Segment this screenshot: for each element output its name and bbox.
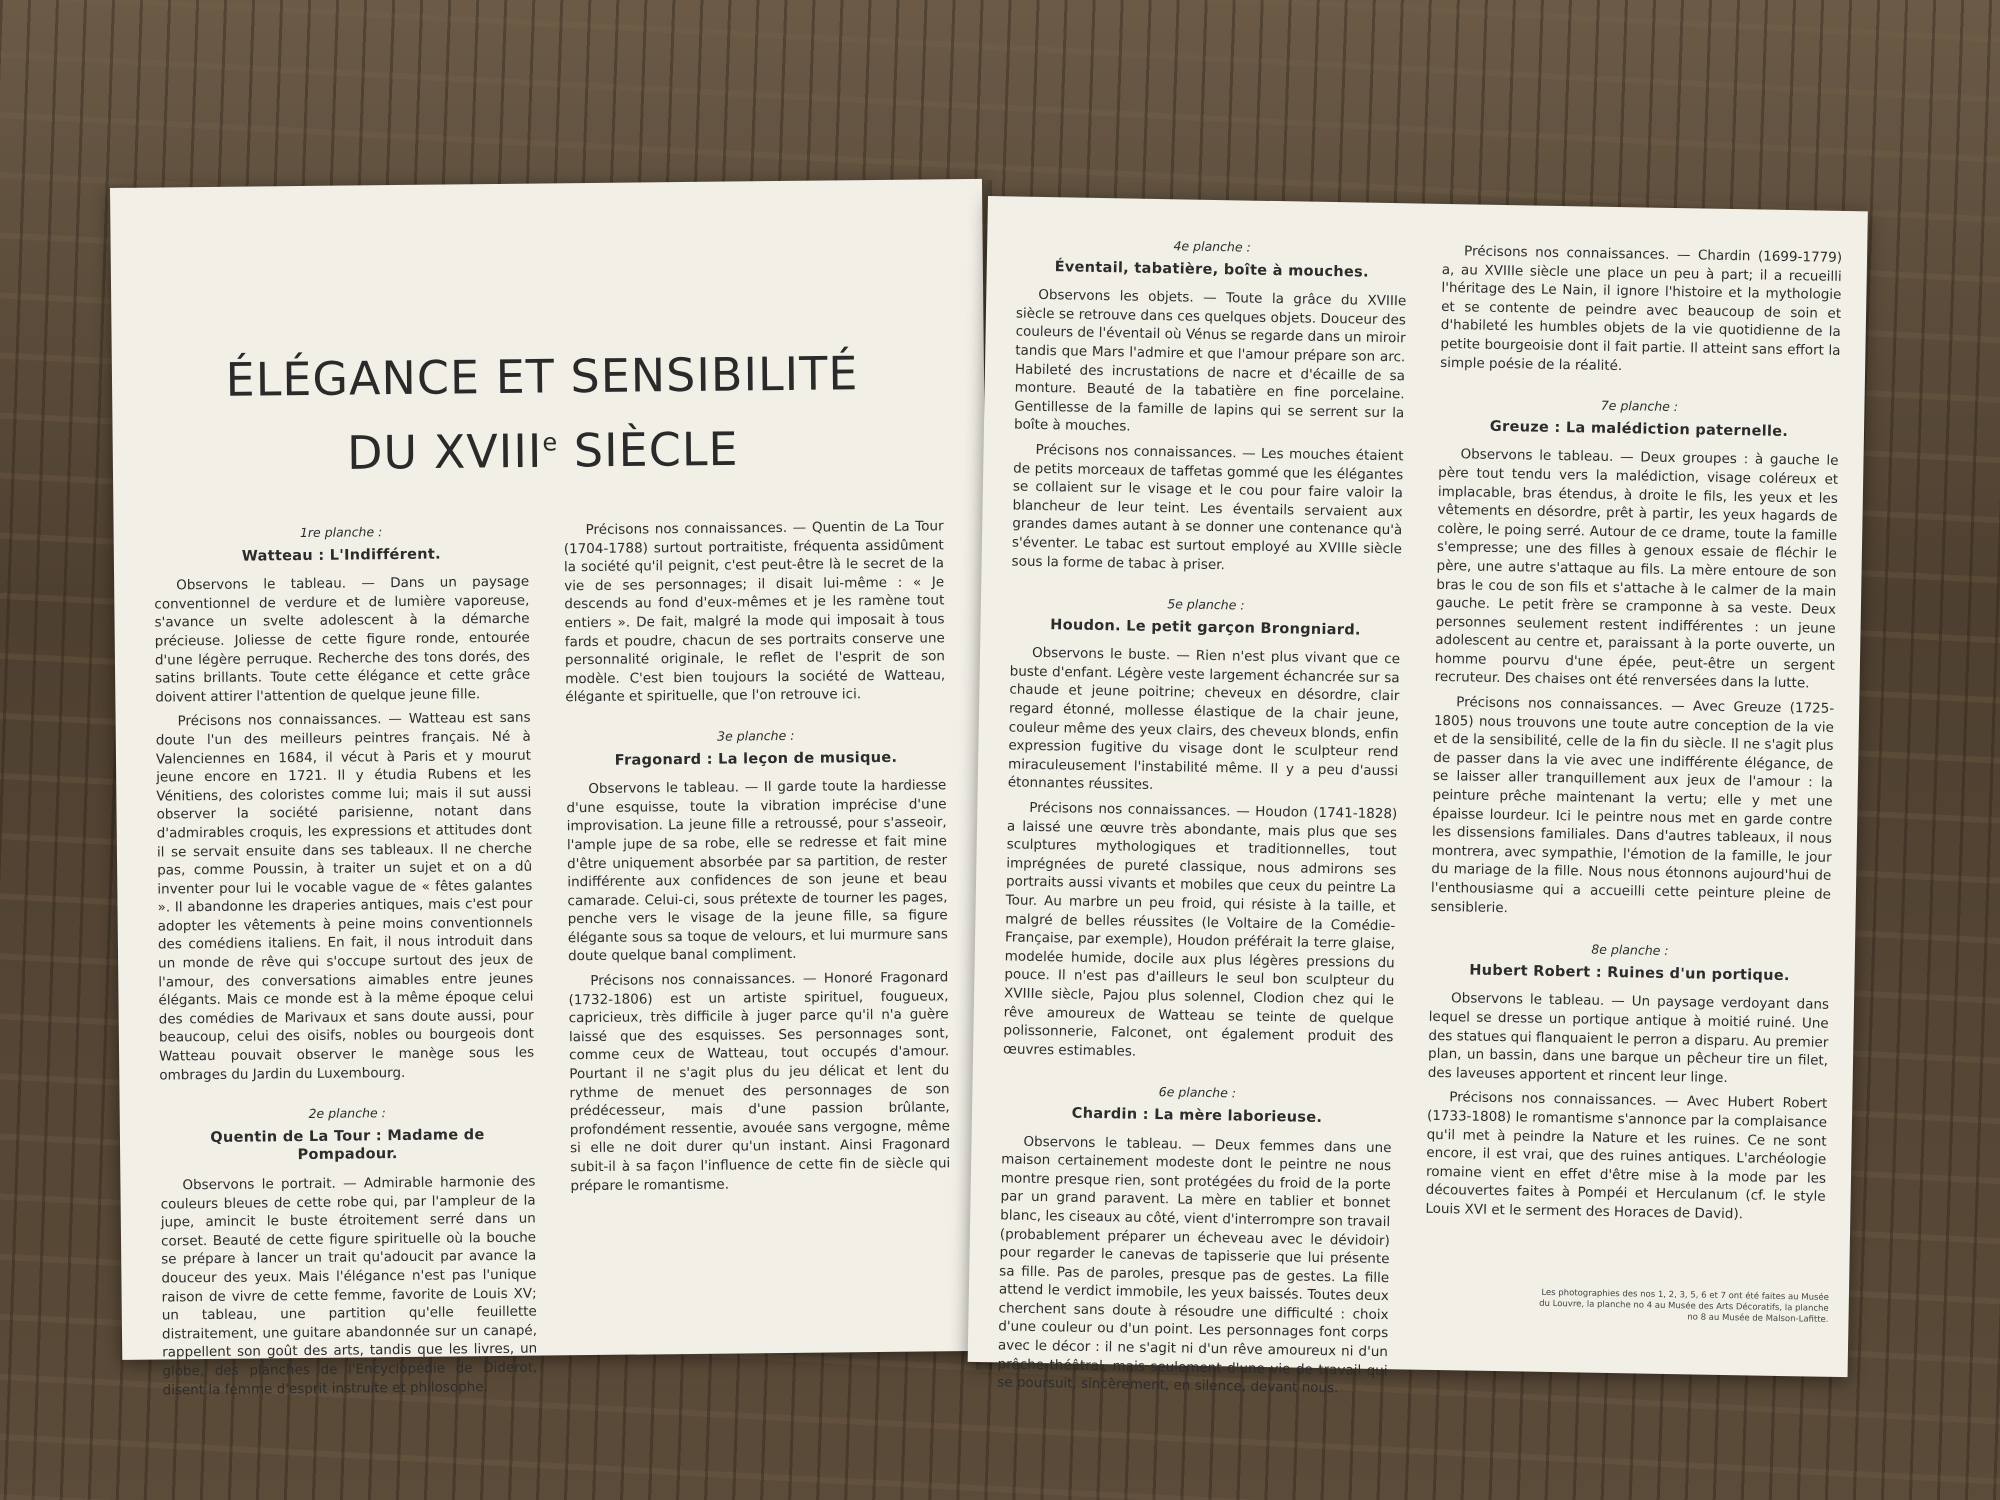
left-column-2 — [564, 517, 951, 1217]
paragraph: Observons le tableau. — Deux femmes dans une maison certainement modeste dont le peintre ne nous montre presque rien, sont protégées du froid de la porte par un grand paravent. La mère en tablier et bonnet blanc, les ciseaux au côté, vient d'interrompre son travail (probablement préparer un écheveau avec le dévidoir) pour regarder le canevas de tapisserie que lui présente sa fille. Pas de paroles, presque pas de gestes. La fille attend le verdict immobile, les yeux baissés. Toutes deux cherchent sans doute à résoudre une difficulté : choix d'une couleur ou d'un point. Les personnages font corps avec le décor : il ne s'agit ni d'un rêve amoureux ni d'un prêche théâtral, mais seulement d'une vie de travail qui se poursuit, sincèrement, en silence, devant nous. — [997, 1133, 1392, 1397]
title-line-1: ÉLÉGANCE ET SENSIBILITÉ — [225, 346, 859, 407]
section-heading: Quentin de La Tour : Madame de Pompadour. — [210, 1126, 485, 1164]
paragraph: Précisons nos connaissances. — Avec Hubert Robert (1733-1808) le romantisme s'annonce par la complaisance qu'il met à peindre la Nature et les ruines. Ce ne sont encore, il est vrai, que des ruines antiques. L'archéologie romaine vient en effet d'être mise à la mode par les découvertes faites à Pompéi et Herculanum (cf. le style Louis XVI et le serment des Horaces de David). — [1425, 1089, 1828, 1223]
paragraph: Observons le buste. — Rien n'est plus vivant que ce buste d'enfant. Légère veste largement échancrée sur sa chaude et jeune poitrine; cheveux en désordre, clair regard étonné, mollesse élastique de la chair jeune, couleur même des yeux clairs, des cheveux blonds, enfin expression fugitive du visage dont le sculpteur rend miraculeusement l'instabilité même. Il y a peu d'aussi étonnantes réussites. — [1007, 645, 1401, 794]
planche-number: 1re planche : — [299, 524, 383, 541]
section-heading: Hubert Robert : Ruines d'un portique. — [1469, 962, 1790, 984]
paragraph: Précisons nos connaissances. — Les mouches étaient de petits morceaux de taffetas gommé que les élégantes se collaient sur le visage et le cou pour faire valoir la blancheur de leur teint. Les éventails servaient aux grandes dames autant à se donner une contenance qu'à s'éventer. Le tabac est surtout employé au XVIIIe siècle sous la forme de tabac à priser. — [1011, 441, 1404, 573]
title-line-2: DU XVIIIe SIÈCLE — [346, 421, 739, 480]
section-planche-2-continued — [564, 517, 946, 707]
right-page — [968, 196, 1868, 1397]
paragraph: Observons le tableau. — Un paysage verdoyant dans lequel se dresse un portique antique à moitié ruiné. Une des statues qui flanquaient le perron a disparu. Au premier plan, un bassin, dans une barque un pêcheur tire un filet, des laveuses apportent et rincent leur linge. — [1427, 990, 1830, 1086]
paragraph: Précisons nos connaissances. — Chardin (1699-1779) a, au XVIIIe siècle une place un peu à part; il a recueilli l'héritage des Le Nain, il ignore l'histoire et la mythologie et se contente de peindre avec beaucoup de soin et d'habileté les humbles objets de la vie quotidienne de la petite bourgeoisie dont il fait partie. Il atteint sans effort la simple poésie de la réalité. — [1440, 243, 1843, 374]
page-title — [192, 340, 893, 488]
left-page — [110, 179, 994, 1399]
section-heading: Houdon. Le petit garçon Brongniard. — [1050, 616, 1361, 639]
section-planche-6 — [997, 1081, 1392, 1399]
planche-number: 6e planche : — [1158, 1084, 1237, 1101]
photo-credits: Les photographies des nos 1, 2, 3, 5, 6 et 7 ont été faites au Musée du Louvre, la planche no 4 au Musée des Arts Décoratifs, la planche no 8 au Musée de Malson-Lafitte. — [1539, 1287, 1829, 1325]
paragraph: Précisons nos connaissances. — Honoré Fragonard (1732-1806) est un artiste spirituel, fougueux, capricieux, très difficile à juger parce qu'il n'a guère laissé que des esquisses. Ses personnages sont, comme ceux de Watteau, tout occupés d'amour. Pourtant il ne s'agit plus du jeu délicat et lent du rythme de menuet des personnages de son prédécesseur, mais d'une passion brûlante, profondément ressentie, avouée sans vergogne, même si elle ne doit durer qu'un instant. Ainsi Fragonard subit-il à sa façon l'influence de cette fin de siècle qui prépare le romantisme. — [568, 969, 951, 1194]
paragraph: Observons le tableau. — Deux groupes : à gauche le père tout tendu vers la malédiction, visage coléreux et implacable, bras étendus, à droite le fils, les yeux et les vêtements en désordre, prêt à partir, les yeux hagards de colère, le poing serré. Autour de ce drame, toute la famille s'empresse; une des filles à genoux essaie de fléchir le père, une autre s'attaque au fils. La mère entoure de son bras le cou de son fils et s'attache à le calmer de la main gauche. Le petit frère se cramponne à sa veste. Deux personnes seulement restent indifférentes : un jeune adolescent au centre et, paraissant à la porte ouverte, un homme pourvu d'une épée, peut-être un sergent recruteur. Des chaises ont été renversées dans la lutte. — [1434, 446, 1839, 692]
section-planche-3 — [566, 725, 951, 1195]
planche-number: 4e planche : — [1173, 238, 1251, 255]
paragraph: Précisons nos connaissances. — Houdon (1741-1828) a laissé une œuvre très abondante, mais plus que ses sculptures mythologiques et traditionnelles, tout imprégnées de pureté classique, nous admirons ses portraits aussi vivants et mobiles que ceux du peintre La Tour. Au marbre un peu froid, qui résiste à la taille, et malgré de belles réussites (le Voltaire de la Comédie-Française, par exemple), Houdon préférait la terre glaise, modelée humide, docile aux plus légères pressions du pouce. Il n'est pas d'ailleurs le seul bon sculpteur du XVIIIe siècle, Pajou plus solennel, Clodion chez qui le rêve amoureux de Watteau se teinte de quelque polissonnerie, Falconet, ont également produit des œuvres estimables. — [1002, 799, 1398, 1060]
left-column-1 — [154, 522, 538, 1422]
section-planche-1 — [154, 522, 535, 1085]
right-column-2 — [1425, 242, 1842, 1247]
section-planche-6-continued — [1440, 242, 1842, 379]
section-planche-7 — [1431, 394, 1840, 923]
section-planche-2 — [160, 1103, 538, 1400]
paragraph: Précisons nos connaissances. — Quentin de La Tour (1704-1788) surtout portraitiste, fréquenta assidûment la société qu'il peignit, c'est peut-être là le secret de la vie de ses personnages; il disait lui-même : « Je descends au fond d'eux-mêmes et je les ramène tout entiers ». De fait, malgré la mode qui imposait à tous fards et poudre, chacun de ses portraits conserve une personnalité originale, le reflet de l'esprit de son modèle. C'est bien toujours la société de Watteau, élégante et spirituelle, que l'on retrouve ici. — [563, 518, 946, 706]
section-planche-8 — [1425, 938, 1830, 1225]
planche-number: 8e planche : — [1591, 941, 1669, 959]
paragraph: Observons le portrait. — Admirable harmonie des couleurs bleues de cette robe qui, par l'ampleur de la jupe, amincit le buste étroitement serré dans un corset. Beauté de cette figure spirituelle où la bouche se prépare à lancer un trait qu'adoucit par avance la douceur des yeux. Mais l'élégance n'est pas l'unique raison de vivre de cette femme, favorite de Louis XV; un tableau, une partition qu'elle feuillette distraitement, une guitare abandonnée sur un canapé, rappellent son goût des arts, tandis que les livres, un globe, des planches de l'Encyclopédie de Diderot, disent la femme d'esprit instruite et philosophe. — [160, 1173, 538, 1399]
section-planche-5 — [1003, 593, 1401, 1066]
paragraph: Précisons nos connaissances. — Watteau est sans doute l'un des meilleurs peintres français. Né à Valenciennes en 1684, il vécut à Paris et y mourut jeune encore en 1721. Il y étudia Rubens et les Vénitiens, des coloristes comme lui; mais il sut aussi observer la société parisienne, notant dans d'admirables croquis, les expressions et attitudes dont il se servait ensuite dans ses tableaux. Il ne cherche pas, comme Poussin, à traiter un sujet et on a dû inventer pour lui le vocable vague de « fêtes galantes ». Il abandonne les draperies antiques, mais c'est pour adopter les vêtements à peine moins conventionnels des comédiens italiens. En fait, il nous introduit dans un monde de rêve qui s'occupe surtout des jeux de l'amour, des conversations aimables entre jeunes élégants. Mais ce monde est à la même époque celui des comédies de Marivaux et sans doute aussi, pour beaucoup, celui des oisifs, nobles ou bourgeois dont Watteau pouvait observer le manège sous les ombrages du Jardin du Luxembourg. — [155, 709, 535, 1084]
section-heading: Fragonard : La leçon de musique. — [614, 749, 898, 769]
section-heading: Éventail, tabatière, boîte à mouches. — [1054, 258, 1369, 281]
paragraph: Observons le tableau. — Dans un paysage conventionnel de verdure et de lumière vaporeuse, s'avance un svelte adolescent à la démarche précieuse. Joliesse de cette figure ronde, entourée d'une légère perruque. Recherche des tons dorés, des satins brillants. Toute cette élégance et cette grâce doivent attirer l'attention de quelque jeune fille. — [154, 573, 531, 706]
paragraph: Précisons nos connaissances. — Avec Greuze (1725-1805) nous trouvons une toute autre conception de la vie et de la sensibilité, celle de la fin du siècle. Il ne s'agit plus de passer dans la vie avec une indifférente élégance, de se laisser aller tranquillement aux jeux de l'amour : la peinture prêche maintenant la vertu; elle y met une épaisse lourdeur. Ici le peintre nous met en garde contre les dissensions familiales. Dans d'autres tableaux, il nous montrera, avec sympathie, l'émotion de la famille, le jour du mariage de la fille. Nous nous étonnons aujourd'hui de l'enthousiasme qui a accueilli cette peinture pleine de sensiblerie. — [1430, 694, 1835, 916]
planche-number: 3e planche : — [717, 727, 795, 744]
paragraph: Observons le tableau. — Il garde toute la hardiesse d'une esquisse, toute la vibration imprécise d'une improvisation. La jeune fille a retroussé, pour s'asseoir, l'ample jupe de sa robe, elle se redresse et fait mine d'être uniquement absorbée par sa partition, de rester indifférente aux confidences de son jeune et beau camarade. Celui-ci, sous prétexte de tourner les pages, penche vers le visage de la jeune fille, sa figure élégante sous sa toque de velours, et lui murmure sans doute quelque banal compliment. — [566, 777, 948, 965]
section-heading: Watteau : L'Indifférent. — [241, 546, 441, 565]
planche-number: 7e planche : — [1600, 397, 1679, 415]
section-planche-4 — [1011, 235, 1407, 578]
paragraph: Observons les objets. — Toute la grâce du XVIIIe siècle se retrouve dans ces quelques objets. Douceur des couleurs de l'éventail où Vénus se regarde dans un miroir tandis que Mars l'admire et que l'amour prépare son arc. Habileté des incrustations de nacre et d'écaille de sa monture. Beauté de la tabatière en fine porcelaine. Gentillesse de la famille de lapins qui se serrent sur la boîte à mouches. — [1013, 287, 1407, 435]
planche-number: 2e planche : — [308, 1105, 386, 1122]
section-heading: Chardin : La mère laborieuse. — [1071, 1105, 1323, 1126]
section-heading: Greuze : La malédiction paternelle. — [1489, 418, 1789, 440]
planche-number: 5e planche : — [1167, 596, 1245, 613]
right-column-1 — [997, 235, 1408, 1421]
